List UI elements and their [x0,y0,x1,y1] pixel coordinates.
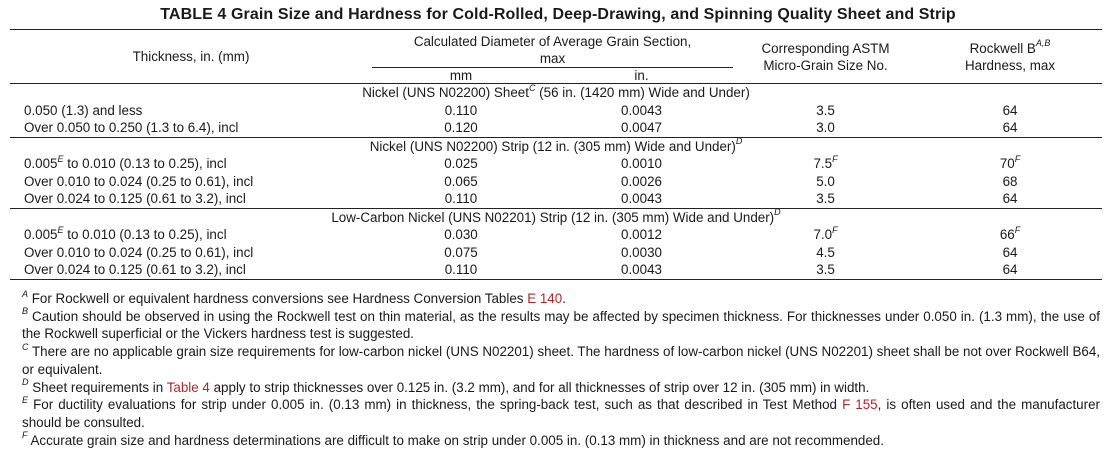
cell-rockwell [918,155,1102,173]
table-row [10,102,1102,120]
footnote-mark: F [832,224,838,235]
footnote-e [8,396,1100,431]
footnote-text: For Rockwell or equivalent hardness conversions see Hardness Conversion Tables [28,291,528,306]
footnote-mark: F [22,430,28,441]
footnote-f [8,432,1100,450]
reference-link-e140[interactable]: E 140 [527,291,563,306]
thickness-range: to 0.010 (0.13 to 0.25), incl [63,156,227,171]
cell-astm [733,155,918,173]
footnote-text: Caution should be observed in using the Rockwell test on thin material, as the results may be affected by specimen thickness. For thicknesses under 0.050 in. (1.3 mm), the use of the Rockwell superficial or the Vickers hardness test is suggested. [22,308,1100,342]
section-title-sup: D [735,136,743,147]
thickness-value: 0.005 [24,227,58,242]
cell-thickness: Over 0.050 to 0.250 (1.3 to 6.4), incl [24,120,239,135]
reference-link-f155[interactable]: F 155 [842,397,878,413]
header-rockwell-line2: Hardness, max [964,57,1056,73]
cell-rockwell: 64 [1002,102,1018,118]
table-title: TABLE 4 Grain Size and Hardness for Cold-Rolled, Deep-Drawing, and Spinning Quality Sheet and Strip [160,6,956,23]
cell-in: 0.0030 [621,244,662,260]
footnote-d [8,379,1100,397]
thickness-range: to 0.010 (0.13 to 0.25), incl [63,227,227,242]
header-diameter [372,30,733,68]
table-row [10,261,1102,279]
section-title-text: Nickel (UNS N02200) Strip (12 in. (305 mm) Wide and Under) [369,138,736,154]
footnote-mark: E [57,224,64,235]
cell-mm: 0.030 [444,227,478,242]
footnote-mark: B [22,306,29,317]
cell-rockwell: 64 [918,261,1102,279]
table-row [10,155,1102,173]
cell-astm: 3.0 [816,120,835,135]
cell-mm: 0.075 [444,244,478,260]
section-title-nickel-sheet [10,84,1102,102]
cell-mm: 0.025 [444,156,478,171]
footnote-tail: apply to strip thicknesses over 0.125 in. (3.2 mm), and for all thicknesses of strip over 12 in. (305 mm) in width. [209,379,870,395]
footnote-text: Sheet requirements in [28,379,167,395]
header-rockwell-line1: Rockwell B [969,40,1036,56]
header-rockwell-sup: A,B [1035,38,1051,49]
grain-size-table [10,29,1102,280]
cell-in: 0.0010 [621,156,662,171]
cell-rockwell [918,226,1102,244]
cell-rockwell: 64 [1002,120,1018,135]
cell-astm: 3.5 [816,191,835,206]
cell-astm: 4.5 [816,244,835,260]
footnote-c [8,343,1100,378]
header-rockwell [918,30,1102,84]
footnote-mark: F [1014,153,1021,164]
footnote-mark: D [22,377,29,388]
cell-astm: 3.5 [733,261,918,279]
cell-rockwell: 64 [1002,244,1018,260]
section-title-tail: (56 in. (1420 mm) Wide and Under) [535,85,750,100]
footnote-b [8,308,1100,343]
cell-mm: 0.065 [444,173,478,189]
cell-rockwell: 64 [1002,191,1018,206]
cell-astm: 3.5 [816,102,835,118]
cell-mm: 0.110 [444,102,478,118]
section-title-sup: D [774,207,781,218]
cell-in: 0.0043 [550,261,733,279]
footnote-tail: , is often used and the manufacturer should be consulted. [22,397,1100,430]
cell-in: 0.0026 [621,173,662,189]
rockwell-value: 70 [999,156,1015,171]
footnote-mark: F [832,153,838,164]
cell-thickness: Over 0.024 to 0.125 (0.61 to 3.2), incl [10,261,372,279]
section-title-low-carbon-strip [10,208,1102,226]
cell-in: 0.0043 [621,102,662,118]
cell-thickness: 0.050 (1.3) and less [24,102,143,118]
table-row [10,244,1102,262]
cell-in: 0.0047 [621,120,662,135]
header-in: in. [634,68,649,83]
astm-value: 7.0 [813,227,833,242]
footnote-mark: C [22,341,29,352]
cell-thickness: Over 0.010 to 0.024 (0.25 to 0.61), incl [24,244,254,260]
rockwell-value: 66 [999,227,1015,242]
cell-thickness [10,155,372,173]
footnote-text: Accurate grain size and hardness determinations are difficult to make on strip under 0.005 in. (0.13 mm) in thickness and are not recommended. [27,432,884,448]
cell-thickness [10,226,372,244]
footnote-a [8,290,1100,308]
thickness-value: 0.005 [24,156,58,171]
table-row [10,226,1102,244]
header-astm-line2: Micro-Grain Size No. [763,57,888,73]
reference-link-table-4[interactable]: Table 4 [166,379,210,395]
astm-value: 7.5 [813,156,833,171]
cell-astm: 5.0 [816,173,835,189]
footnote-mark: F [1014,224,1021,235]
header-astm [733,30,918,84]
header-thickness: Thickness, in. (mm) [10,30,372,84]
footnote-tail: . [562,291,566,306]
footnote-text: For ductility evaluations for strip under 0.005 in. (0.13 mm) in thickness, the spring-back test, such as that described in Test Method [28,397,843,413]
cell-rockwell: 68 [1002,173,1018,189]
cell-astm [733,226,918,244]
cell-mm: 0.120 [444,120,478,135]
cell-thickness: Over 0.024 to 0.125 (0.61 to 3.2), incl [24,191,246,206]
table-row [10,190,1102,208]
cell-thickness: Over 0.010 to 0.024 (0.25 to 0.61), incl [24,173,254,189]
footnote-mark: A [22,288,29,299]
footnote-mark: E [22,394,29,405]
cell-mm: 0.110 [444,191,478,206]
section-title-text: Low-Carbon Nickel (UNS N02201) Strip (12 in. (305 mm) Wide and Under) [331,209,775,225]
section-title-sup: C [528,82,536,93]
table-row [10,119,1102,137]
header-astm-line1: Corresponding ASTM [761,40,890,56]
header-mm: mm [449,68,473,83]
section-title-nickel-strip [10,137,1102,155]
cell-mm: 0.110 [372,261,550,279]
cell-in: 0.0043 [621,191,662,206]
header-diameter-line2: max [539,51,566,66]
section-title-text: Nickel (UNS N02200) Sheet [362,85,529,100]
footnote-text: There are no applicable grain size requirements for low-carbon nickel (UNS N02201) sheet. The hardness of low-carbon nickel (UNS N02201) sheet shall be not over Rockwell B64, or equivalent. [22,344,1100,377]
footnotes [8,290,1100,449]
table-row [10,173,1102,191]
header-diameter-line1: Calculated Diameter of Average Grain Section, [413,34,692,49]
footnote-mark: E [57,153,64,164]
cell-in: 0.0012 [621,227,662,242]
